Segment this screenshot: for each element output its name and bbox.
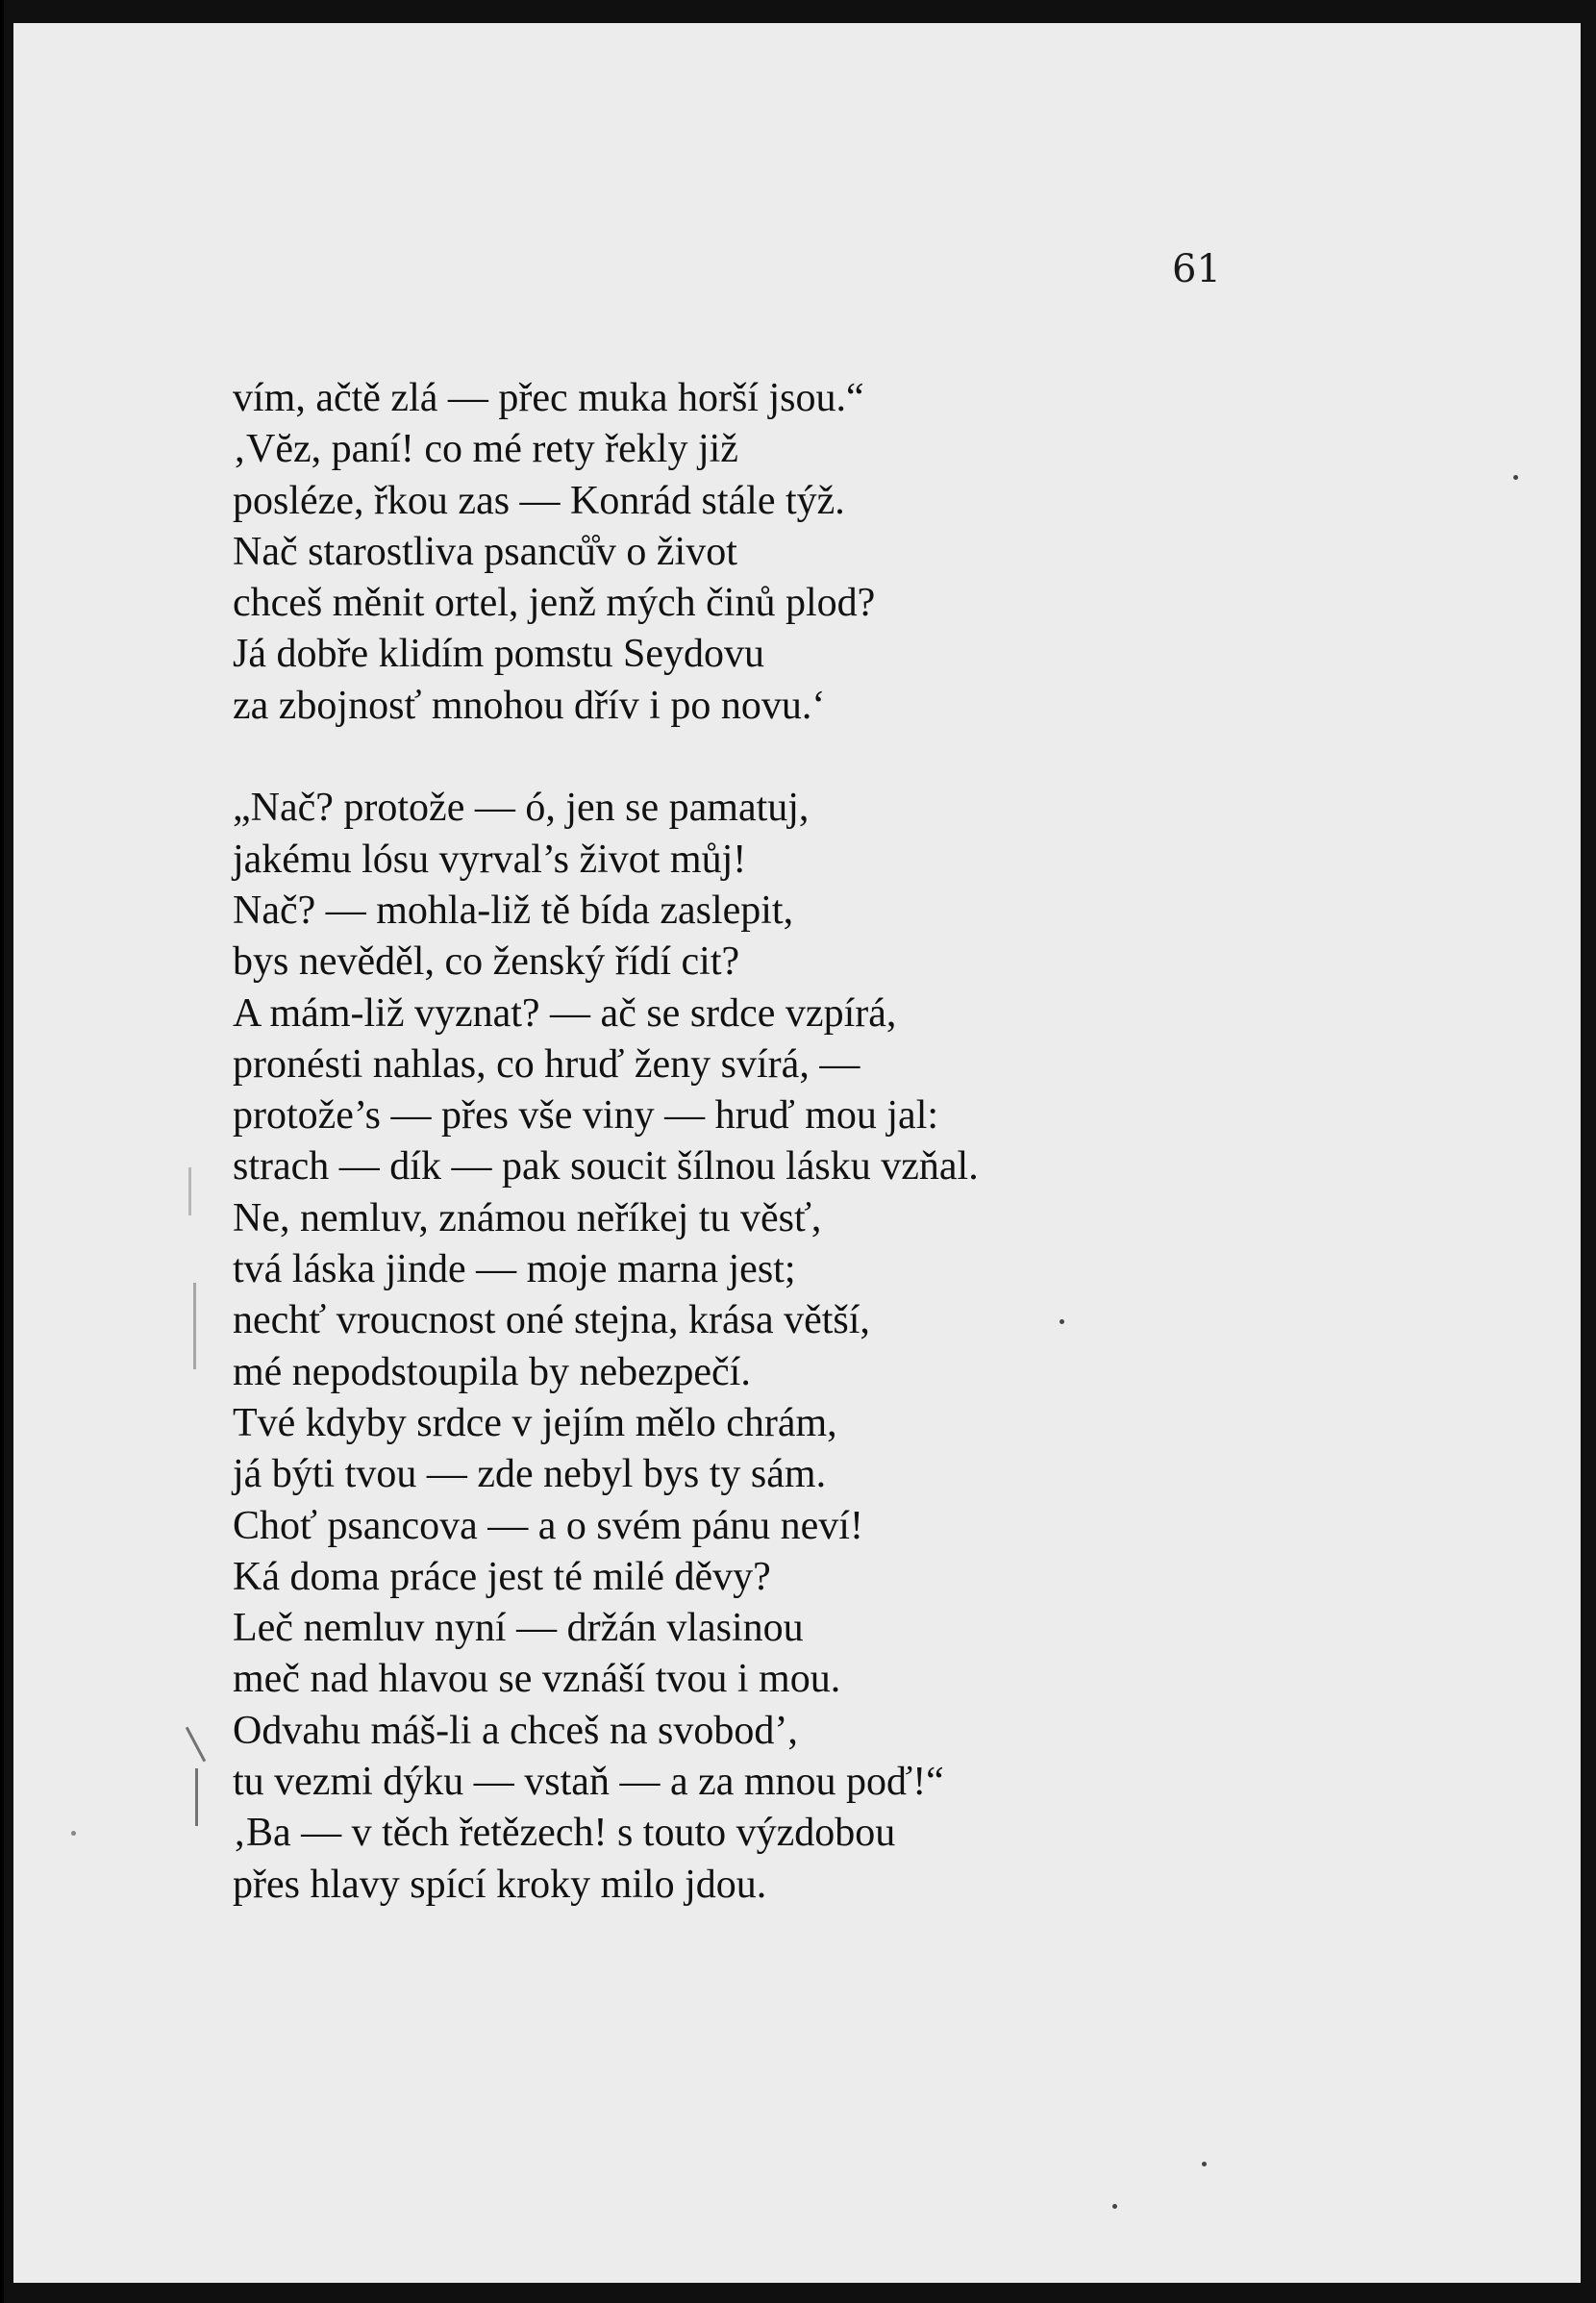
ink-speck xyxy=(1202,2162,1207,2166)
verse-line: vím, ačtě zlá — přec muka horší jsou.“ xyxy=(233,376,864,420)
verse-line: ‚Vĕz, paní! co mé rety řekly již xyxy=(233,427,738,472)
verse-line: Choť psancova — a o svém pánu neví! xyxy=(233,1503,863,1548)
verse-line: já býti tvou — zde nebyl bys ty sám. xyxy=(233,1452,827,1497)
verse-line: „Nač? protože — ó, jen se pamatuj, xyxy=(233,786,810,831)
verse-line: A mám-liž vyznat? — ač se srdce vzpírá, xyxy=(233,990,897,1036)
verse-line: posléze, řkou zas — Konrád stále týž. xyxy=(233,478,845,523)
verse-line: protože’s — přes vše viny — hruď mou jal: xyxy=(233,1093,939,1139)
verse-line: mé nepodstoupila by nebezpečí. xyxy=(233,1349,751,1394)
margin-mark xyxy=(188,1167,191,1215)
margin-mark xyxy=(195,1768,198,1826)
margin-mark xyxy=(193,1283,196,1369)
ink-speck xyxy=(1060,1319,1064,1324)
verse-line: tvá láska jinde — moje marna jest; xyxy=(233,1247,796,1292)
ink-speck xyxy=(1513,475,1518,480)
verse-line: ‚Ba — v těch řetězech! s touto výzdobou xyxy=(233,1811,896,1856)
verse-line: chceš měnit ortel, jenž mých činů plod? xyxy=(233,581,876,626)
book-page xyxy=(13,23,1581,2283)
verse-line: za zbojnosť mnohou dřív i po novu.‘ xyxy=(233,683,826,728)
verse-line: bys nevěděl, co ženský řídí cit? xyxy=(233,939,740,985)
verse-line: pronésti nahlas, co hruď ženy svírá, — xyxy=(233,1041,860,1087)
verse-line: nechť vroucnost oné stejna, krása větší, xyxy=(233,1298,870,1343)
verse-line: Odvahu máš-li a chceš na svobod’, xyxy=(233,1708,798,1753)
verse-line: Tvé kdyby srdce v jejím mělo chrám, xyxy=(233,1400,837,1445)
page-number: 61 xyxy=(1172,247,1221,291)
verse-line: Já dobře klidím pomstu Seydovu xyxy=(233,632,764,677)
ink-speck xyxy=(1112,2204,1117,2209)
stanza-break xyxy=(233,732,979,783)
ink-speck xyxy=(71,1831,76,1836)
verse-line: tu vezmi dýku — vstaň — a za mnou poď!“ xyxy=(233,1760,944,1805)
verse-line: Leč nemluv nyní — držán vlasinou xyxy=(233,1606,804,1651)
verse-line: meč nad hlavou se vznáší tvou i mou. xyxy=(233,1657,841,1702)
scan-edge xyxy=(0,0,4,2303)
verse-line: jakému lósu vyrval’s život můj! xyxy=(233,837,747,882)
verse-line: Nač? — mohla-liž tě bída zaslepit, xyxy=(233,888,794,933)
verse-line: Ne, nemluv, známou neříkej tu věsť, xyxy=(233,1195,822,1240)
verse-line: Nač starostliva psanců̊v o život xyxy=(233,529,737,574)
verse-line: přes hlavy spící kroky milo jdou. xyxy=(233,1862,767,1907)
margin-mark xyxy=(186,1727,206,1763)
verse-line: Ká doma práce jest té milé děvy? xyxy=(233,1554,771,1599)
poem-text xyxy=(233,373,979,1911)
verse-line: strach — dík — pak soucit šílnou lásku vzňal. xyxy=(233,1144,979,1189)
